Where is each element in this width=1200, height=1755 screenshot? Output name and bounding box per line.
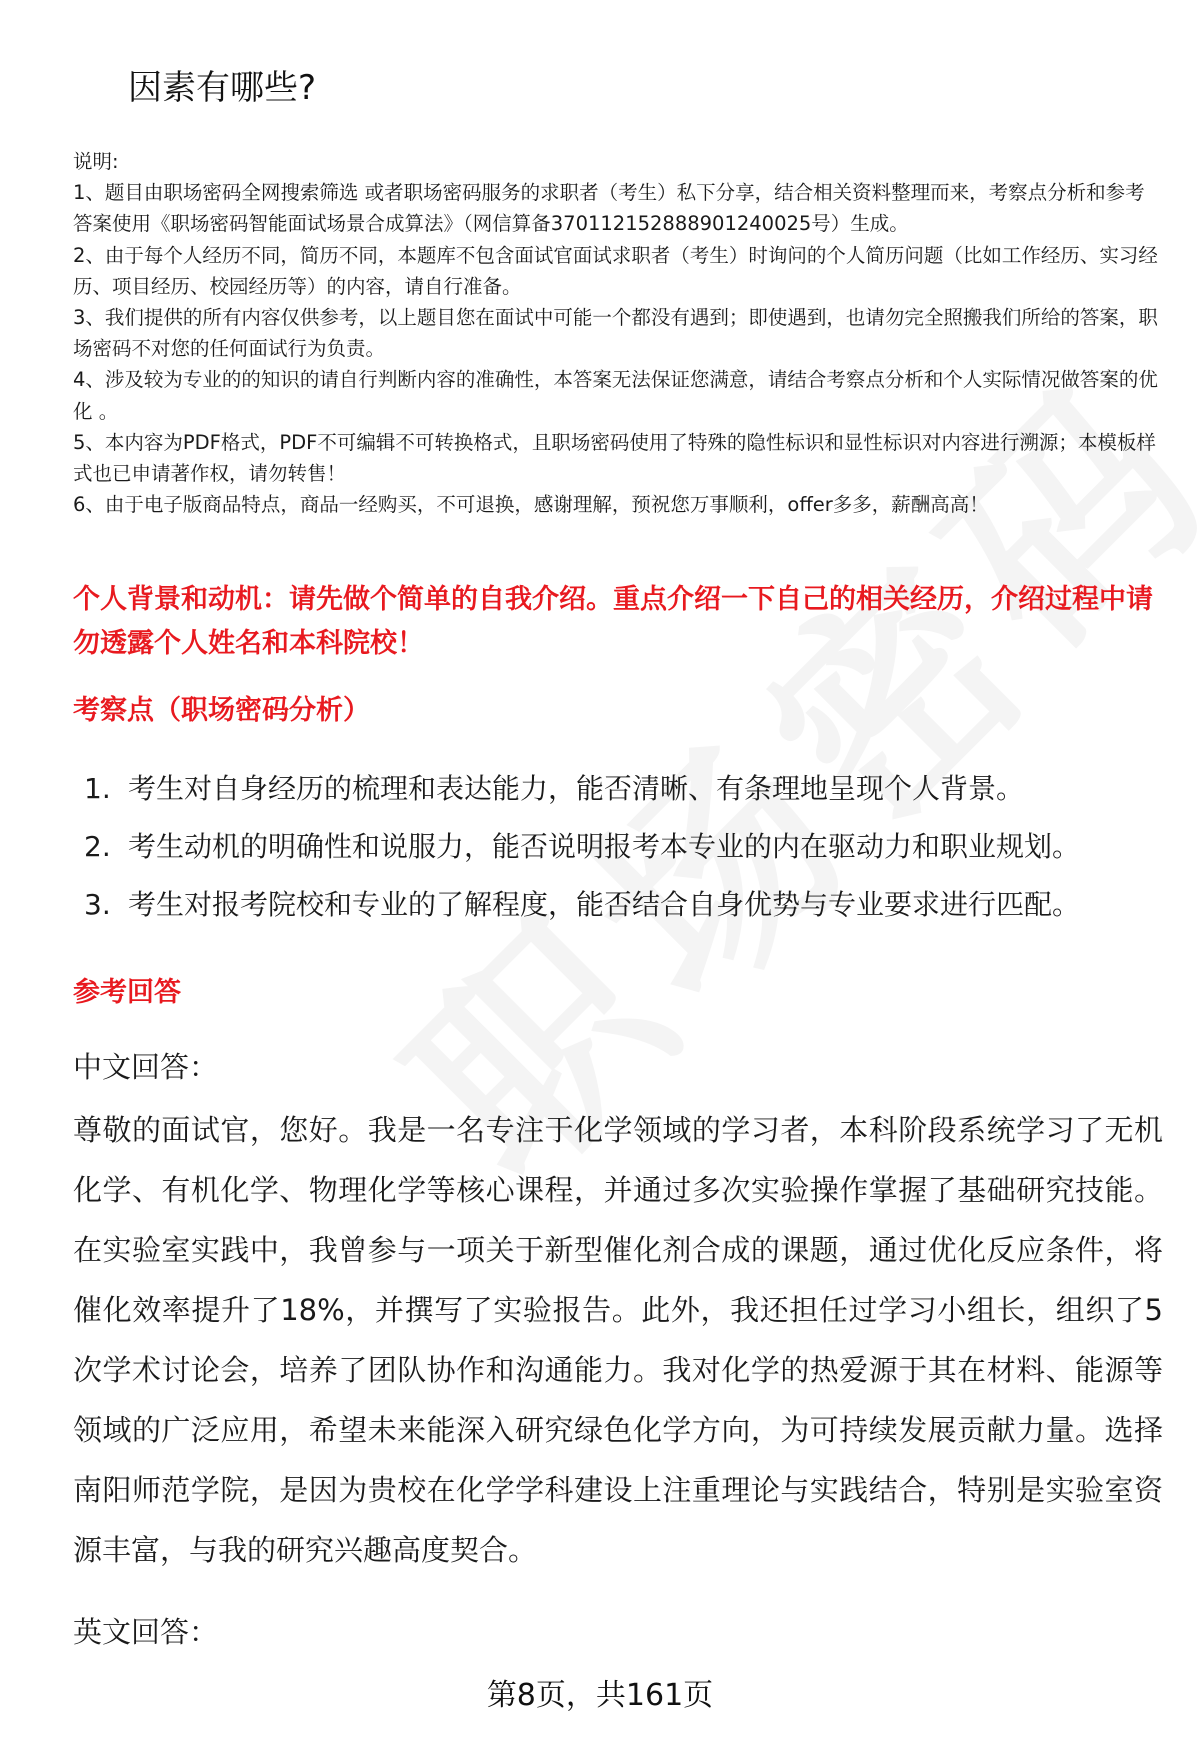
point-number: 2.: [84, 830, 111, 863]
notes-item: 6、由于电子版商品特点，商品一经购买，不可退换，感谢理解，预祝您万事顺利，offer多多，薪酬高高！: [73, 493, 989, 517]
chinese-answer-text: 尊敬的面试官，您好。我是一名专注于化学领域的学习者，本科阶段系统学习了无机化学、有机化学、物理化学等核心课程，并通过多次实验操作掌握了基础研究技能。在实验室实践中，我曾参与一项关于新型催化剂合成的课题，通过优化反应条件，将催化效率提升了18%，并撰写了实验报告。此外，我还担任过学习小组长，组织了5次学术讨论会，培养了团队协作和沟通能力。我对化学的热爱源于其在材料、能源等领域的广泛应用，希望未来能深入研究绿色化学方向，为可持续发展贡献力量。选择南阳师范学院，是因为贵校在化学学科建设上注重理论与实践结合，特别是实验室资源丰富，与我的研究兴趣高度契合。: [73, 1113, 1163, 1567]
point-number: 1.: [84, 772, 111, 805]
notes-item: 5、本内容为PDF格式，PDF不可编辑不可转换格式，且职场密码使用了特殊的隐性标识和显性标识对内容进行溯源；本模板样式也已申请著作权，请勿转售！: [73, 430, 1156, 486]
notes-item: 1、题目由职场密码全网搜索筛选 或者职场密码服务的求职者（考生）私下分享，结合相关资料整理而来，考察点分析和参考答案使用《职场密码智能面试场景合成算法》（网信算备370112152888901240025号）生成。: [73, 181, 1145, 236]
notes-item: 4、涉及较为专业的的知识的请自行判断内容的准确性，本答案无法保证您满意，请结合考察点分析和个人实际情况做答案的优化 。: [73, 368, 1158, 423]
point-text: 考生动机的明确性和说服力，能否说明报考本专业的内在驱动力和职业规划。: [128, 830, 1081, 863]
point-text: 考生对报考院校和专业的了解程度，能否结合自身优势与专业要求进行匹配。: [128, 888, 1081, 921]
point-text: 考生对自身经历的梳理和表达能力，能否清晰、有条理地呈现个人背景。: [128, 772, 1025, 805]
notes-section: [73, 146, 1158, 520]
list-item: [84, 884, 1174, 942]
list-item: [84, 826, 1174, 884]
notes-heading: 说明:: [73, 150, 119, 173]
question-title-fragment: 因素有哪些?: [128, 68, 317, 108]
analysis-heading: 考察点（职场密码分析）: [73, 695, 370, 726]
chinese-answer-label: 中文回答：: [73, 1050, 219, 1084]
list-item: [84, 768, 1174, 826]
page-number: 第8页，共161页: [486, 1678, 714, 1713]
point-number: 3.: [84, 888, 111, 921]
notes-item: 3、我们提供的所有内容仅供参考，以上题目您在面试中可能一个都没有遇到；即使遇到，也请勿完全照搬我们所给的答案，职场密码不对您的任何面试行为负责。: [73, 306, 1158, 361]
notes-item: 2、由于每个人经历不同，简历不同，本题库不包含面试官面试求职者（考生）时询问的个人简历问题（比如工作经历、实习经历、项目经历、校园经历等）的内容，请自行准备。: [73, 243, 1158, 298]
english-answer-label: 英文回答：: [73, 1615, 219, 1649]
interview-question: 个人背景和动机：请先做个简单的自我介绍。重点介绍一下自己的相关经历，介绍过程中请勿透露个人姓名和本科院校！: [73, 584, 1153, 659]
reference-heading: 参考回答: [73, 977, 181, 1008]
analysis-points: [84, 768, 1174, 942]
